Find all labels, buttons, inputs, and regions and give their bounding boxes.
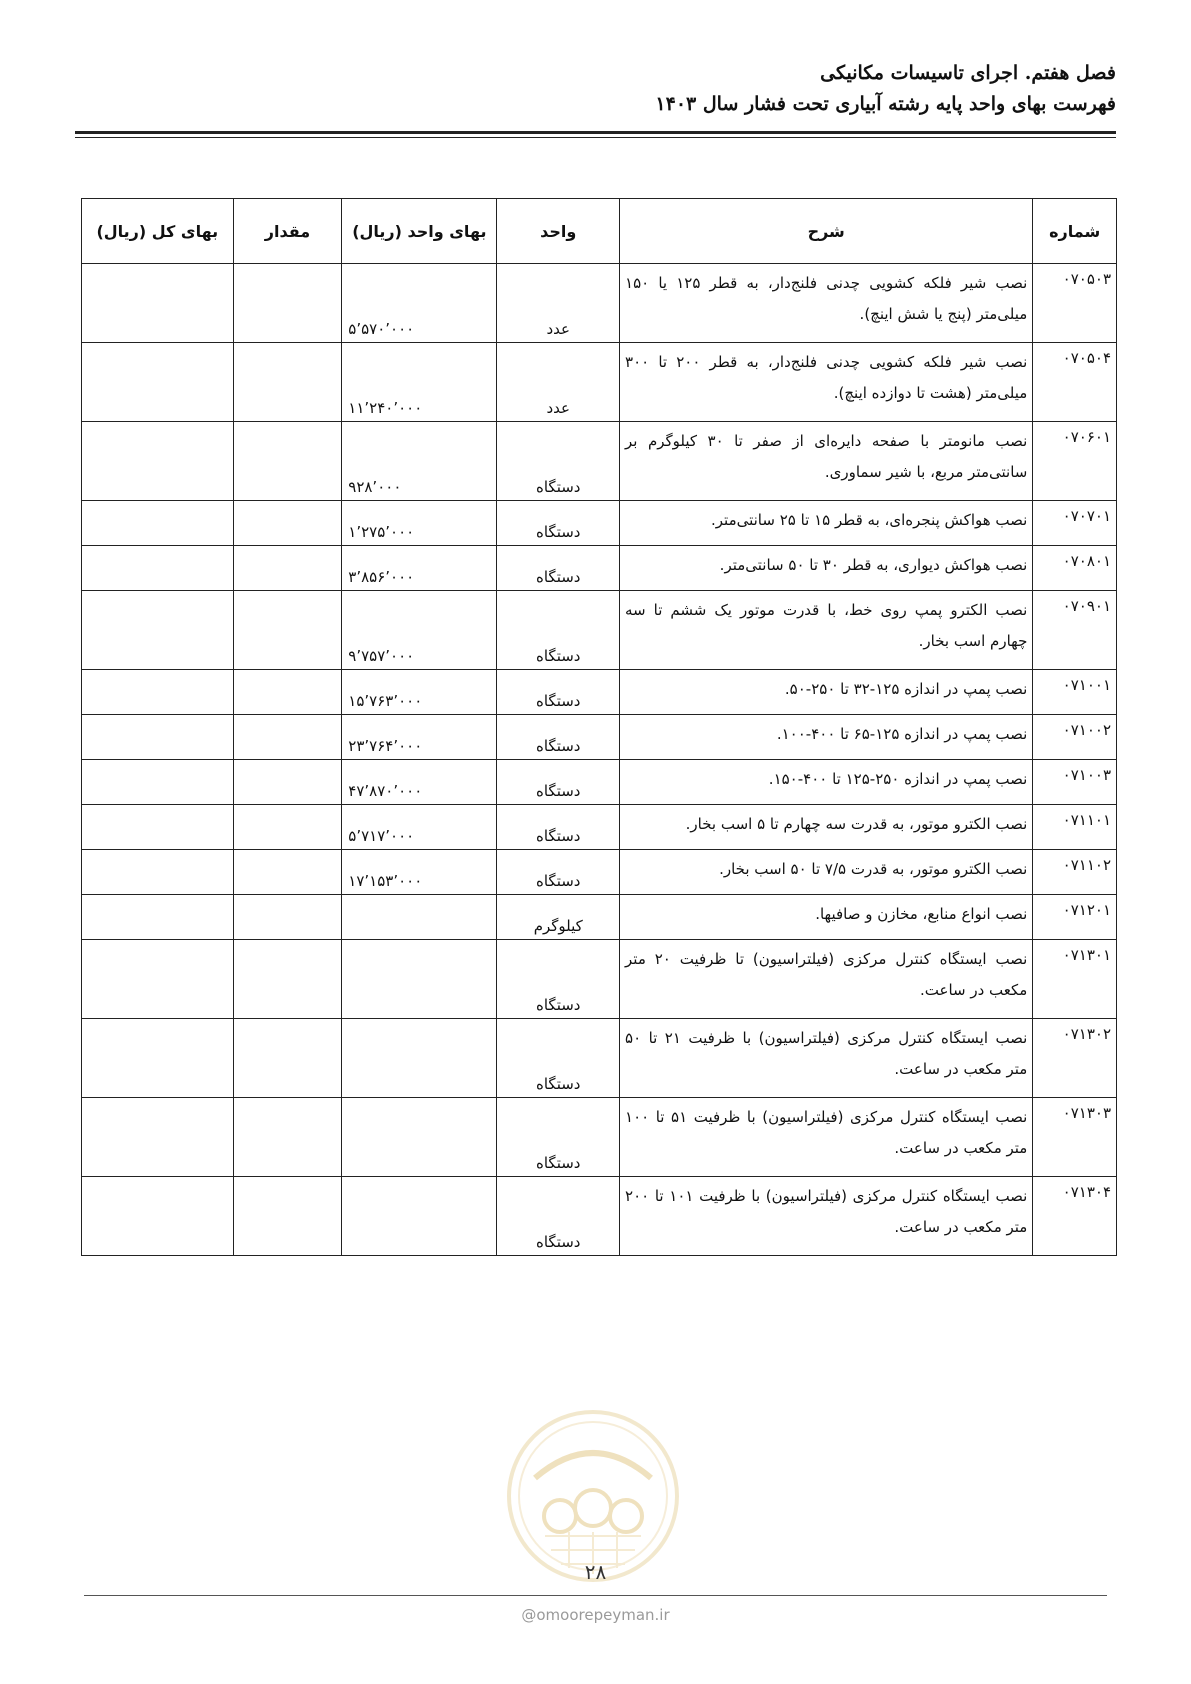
table-row	[82, 760, 1117, 805]
item-unit-price: ۱۱٬۲۴۰٬۰۰۰	[342, 343, 497, 422]
table-row	[82, 1098, 1117, 1177]
item-unit: عدد	[497, 264, 620, 343]
item-quantity	[233, 715, 342, 760]
table-row	[82, 715, 1117, 760]
table-row	[82, 1019, 1117, 1098]
item-unit: دستگاه	[497, 422, 620, 501]
col-header-qty: مقدار	[233, 199, 342, 264]
item-description: نصب پمپ در اندازه ۱۲۵-۳۲ تا ۲۵۰-۵۰.	[620, 670, 1033, 715]
item-total	[82, 343, 234, 422]
item-code: ۰۷۰۵۰۳	[1033, 264, 1117, 343]
item-unit: عدد	[497, 343, 620, 422]
item-unit-price: ۴۷٬۸۷۰٬۰۰۰	[342, 760, 497, 805]
table-row	[82, 940, 1117, 1019]
item-description: نصب ایستگاه کنترل مرکزی (فیلتراسیون) تا ظرفیت ۲۰ متر مکعب در ساعت.	[620, 940, 1033, 1019]
item-unit-price: ۳٬۸۵۶٬۰۰۰	[342, 546, 497, 591]
item-unit-price: ۹۲۸٬۰۰۰	[342, 422, 497, 501]
item-unit: دستگاه	[497, 1098, 620, 1177]
col-header-unit: واحد	[497, 199, 620, 264]
item-code: ۰۷۰۵۰۴	[1033, 343, 1117, 422]
item-code: ۰۷۱۰۰۱	[1033, 670, 1117, 715]
col-header-total: بهای کل (ریال)	[82, 199, 234, 264]
item-unit-price: ۱٬۲۷۵٬۰۰۰	[342, 501, 497, 546]
item-code: ۰۷۰۹۰۱	[1033, 591, 1117, 670]
item-description: نصب ایستگاه کنترل مرکزی (فیلتراسیون) با ظرفیت ۲۱ تا ۵۰ متر مکعب در ساعت.	[620, 1019, 1033, 1098]
item-total	[82, 850, 234, 895]
table-header-row	[82, 199, 1117, 264]
item-code: ۰۷۱۳۰۳	[1033, 1098, 1117, 1177]
item-code: ۰۷۱۳۰۱	[1033, 940, 1117, 1019]
item-total	[82, 1019, 234, 1098]
page-number: ۲۸	[584, 1560, 607, 1584]
item-description: نصب مانومتر با صفحه دایره‌ای از صفر تا ۳۰ کیلوگرم بر سانتی‌متر مربع، با شیر سماوری.	[620, 422, 1033, 501]
item-unit-price: ۵٬۷۱۷٬۰۰۰	[342, 805, 497, 850]
table-row	[82, 805, 1117, 850]
item-code: ۰۷۱۲۰۱	[1033, 895, 1117, 940]
watermark-logo	[505, 1408, 681, 1584]
item-unit: دستگاه	[497, 850, 620, 895]
item-quantity	[233, 940, 342, 1019]
item-description: نصب شیر فلکه کشویی چدنی فلنج‌دار، به قطر ۱۲۵ یا ۱۵۰ میلی‌متر (پنج یا شش اینچ).	[620, 264, 1033, 343]
item-unit: دستگاه	[497, 591, 620, 670]
item-total	[82, 264, 234, 343]
item-total	[82, 940, 234, 1019]
item-unit: دستگاه	[497, 940, 620, 1019]
item-total	[82, 591, 234, 670]
item-total	[82, 670, 234, 715]
item-description: نصب ایستگاه کنترل مرکزی (فیلتراسیون) با ظرفیت ۱۰۱ تا ۲۰۰ متر مکعب در ساعت.	[620, 1177, 1033, 1256]
table-row	[82, 591, 1117, 670]
item-unit: دستگاه	[497, 760, 620, 805]
item-quantity	[233, 501, 342, 546]
item-quantity	[233, 343, 342, 422]
item-description: نصب ایستگاه کنترل مرکزی (فیلتراسیون) با ظرفیت ۵۱ تا ۱۰۰ متر مکعب در ساعت.	[620, 1098, 1033, 1177]
item-quantity	[233, 422, 342, 501]
item-total	[82, 1177, 234, 1256]
item-unit-price	[342, 940, 497, 1019]
item-description: نصب الکترو پمپ روی خط، با قدرت موتور یک ششم تا سه چهارم اسب بخار.	[620, 591, 1033, 670]
item-total	[82, 422, 234, 501]
table-row	[82, 343, 1117, 422]
item-unit: دستگاه	[497, 670, 620, 715]
header-rule-thin	[75, 137, 1116, 138]
item-description: نصب هواکش دیواری، به قطر ۳۰ تا ۵۰ سانتی‌متر.	[620, 546, 1033, 591]
item-unit: دستگاه	[497, 501, 620, 546]
item-unit-price: ۱۵٬۷۶۳٬۰۰۰	[342, 670, 497, 715]
item-code: ۰۷۱۳۰۲	[1033, 1019, 1117, 1098]
site-url: @omoorepeyman.ir	[521, 1606, 670, 1624]
item-total	[82, 546, 234, 591]
item-quantity	[233, 895, 342, 940]
chapter-title: فصل هفتم. اجرای تاسیسات مکانیکی	[820, 62, 1116, 84]
item-unit: دستگاه	[497, 546, 620, 591]
item-unit: دستگاه	[497, 715, 620, 760]
item-quantity	[233, 1019, 342, 1098]
price-list-table	[81, 198, 1117, 1256]
table-row	[82, 501, 1117, 546]
item-unit: دستگاه	[497, 1019, 620, 1098]
table-row	[82, 1177, 1117, 1256]
item-quantity	[233, 805, 342, 850]
item-total	[82, 501, 234, 546]
item-unit-price	[342, 1177, 497, 1256]
item-quantity	[233, 591, 342, 670]
item-total	[82, 805, 234, 850]
item-total	[82, 715, 234, 760]
item-unit-price	[342, 1098, 497, 1177]
item-unit: کیلوگرم	[497, 895, 620, 940]
item-description: نصب انواع منابع، مخازن و صافیها.	[620, 895, 1033, 940]
item-quantity	[233, 760, 342, 805]
header-rule-thick	[75, 131, 1116, 134]
item-description: نصب الکترو موتور، به قدرت ۷/۵ تا ۵۰ اسب بخار.	[620, 850, 1033, 895]
item-total	[82, 760, 234, 805]
item-code: ۰۷۱۱۰۲	[1033, 850, 1117, 895]
document-subtitle: فهرست بهای واحد پایه رشته آبیاری تحت فشار سال ۱۴۰۳	[655, 93, 1116, 115]
item-unit-price: ۹٬۷۵۷٬۰۰۰	[342, 591, 497, 670]
item-quantity	[233, 670, 342, 715]
item-description: نصب پمپ در اندازه ۲۵۰-۱۲۵ تا ۴۰۰-۱۵۰.	[620, 760, 1033, 805]
item-quantity	[233, 1098, 342, 1177]
item-description: نصب هواکش پنجره‌ای، به قطر ۱۵ تا ۲۵ سانتی‌متر.	[620, 501, 1033, 546]
item-quantity	[233, 1177, 342, 1256]
col-header-desc: شرح	[620, 199, 1033, 264]
table-row	[82, 895, 1117, 940]
item-unit-price: ۲۳٬۷۶۴٬۰۰۰	[342, 715, 497, 760]
item-unit: دستگاه	[497, 1177, 620, 1256]
item-code: ۰۷۰۶۰۱	[1033, 422, 1117, 501]
table-row	[82, 422, 1117, 501]
item-code: ۰۷۱۳۰۴	[1033, 1177, 1117, 1256]
item-code: ۰۷۰۸۰۱	[1033, 546, 1117, 591]
item-code: ۰۷۱۰۰۲	[1033, 715, 1117, 760]
footer-rule	[84, 1595, 1107, 1596]
table-row	[82, 264, 1117, 343]
item-description: نصب الکترو موتور، به قدرت سه چهارم تا ۵ اسب بخار.	[620, 805, 1033, 850]
item-quantity	[233, 850, 342, 895]
item-description: نصب شیر فلکه کشویی چدنی فلنج‌دار، به قطر ۲۰۰ تا ۳۰۰ میلی‌متر (هشت تا دوازده اینچ).	[620, 343, 1033, 422]
item-quantity	[233, 546, 342, 591]
item-unit-price: ۵٬۵۷۰٬۰۰۰	[342, 264, 497, 343]
item-unit: دستگاه	[497, 805, 620, 850]
item-unit-price	[342, 1019, 497, 1098]
item-code: ۰۷۱۰۰۳	[1033, 760, 1117, 805]
item-description: نصب پمپ در اندازه ۱۲۵-۶۵ تا ۴۰۰-۱۰۰.	[620, 715, 1033, 760]
item-total	[82, 1098, 234, 1177]
item-total	[82, 895, 234, 940]
item-unit-price	[342, 895, 497, 940]
table-row	[82, 850, 1117, 895]
item-unit-price: ۱۷٬۱۵۳٬۰۰۰	[342, 850, 497, 895]
item-code: ۰۷۱۱۰۱	[1033, 805, 1117, 850]
item-quantity	[233, 264, 342, 343]
table-row	[82, 670, 1117, 715]
page-header	[655, 58, 1116, 120]
col-header-unit-price: بهای واحد (ریال)	[342, 199, 497, 264]
table-row	[82, 546, 1117, 591]
col-header-code: شماره	[1033, 199, 1117, 264]
item-code: ۰۷۰۷۰۱	[1033, 501, 1117, 546]
